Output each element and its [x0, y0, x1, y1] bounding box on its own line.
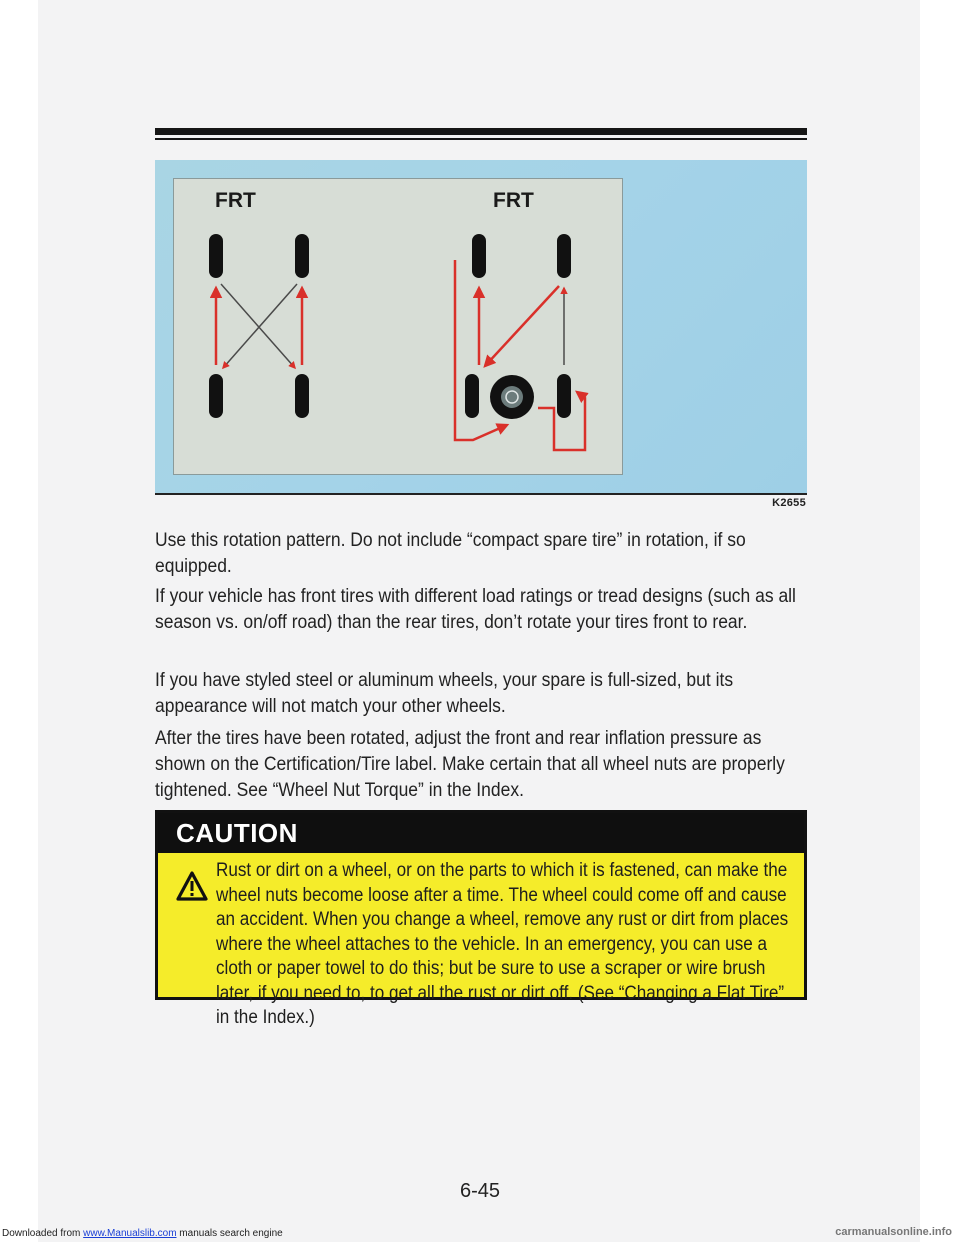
spare-tire-hub: [501, 386, 523, 408]
tire-right-front-left: [472, 234, 486, 278]
tire-left-rear-right: [295, 374, 309, 418]
caution-title: CAUTION: [158, 813, 804, 853]
manualslib-link[interactable]: www.Manualslib.com: [83, 1228, 177, 1239]
tire-rotation-figure: [155, 160, 807, 495]
caution-box: [155, 810, 807, 1028]
tire-rotation-diagram: [155, 160, 807, 495]
tire-left-front-right: [295, 234, 309, 278]
paragraph-styled-wheels: If you have styled steel or aluminum wheels, your spare is full-sized, but its appearance will not match your other wheels.: [155, 670, 734, 717]
paragraph-rotation-pattern: Use this rotation pattern. Do not include “compact spare tire” in rotation, if so equipped.: [155, 530, 746, 577]
front-label-left: FRT: [215, 189, 256, 212]
tire-right-rear-right: [557, 374, 571, 418]
warning-triangle-icon: [176, 871, 208, 901]
page-number: 6-45: [459, 1180, 501, 1202]
tire-right-front-right: [557, 234, 571, 278]
figure-code: K2655: [772, 497, 806, 509]
arrow-front-left-to-rear-right: [221, 284, 295, 368]
paragraph-load-ratings: If your vehicle has front tires with different load ratings or tread designs (such as all season vs. on/off road) than the rear tires, don’t rotate your tires front to rear.: [155, 586, 796, 633]
header-rule-thick: [155, 128, 807, 135]
arrow-front-right-to-rear-left: [485, 286, 559, 366]
download-footer: [2, 1228, 283, 1239]
caution-text: Rust or dirt on a wheel, or on the parts to which it is fastened, can make the wheel nuts become loose after a time. The wheel could come off and cause an accident. When you change a wheel, remove any rust or dirt from places where the wheel attaches to the vehicle. In an emergency, you can use a cloth or paper towel to do this; but be sure to use a scraper or wire brush later, if you need to, to get all the rust or dirt off. (See “Changing a Flat Tire” in the Index.): [216, 860, 789, 1028]
header-rule-thin: [155, 138, 807, 140]
footer-suffix: manuals search engine: [176, 1228, 283, 1239]
footer-prefix: Downloaded from: [2, 1228, 84, 1239]
tire-right-rear-left: [465, 374, 479, 418]
arrow-front-right-to-rear-left: [223, 284, 297, 368]
watermark: carmanualsonline.info: [835, 1226, 952, 1238]
front-label-right: FRT: [493, 189, 534, 212]
tire-left-front-left: [209, 234, 223, 278]
tire-left-rear-left: [209, 374, 223, 418]
paragraph-inflation-pressure: After the tires have been rotated, adjust the front and rear inflation pressure as shown on the Certification/Tire label. Make certain that all wheel nuts are properly tightened. See “Wheel Nut Torque” in the Index.: [155, 728, 785, 801]
